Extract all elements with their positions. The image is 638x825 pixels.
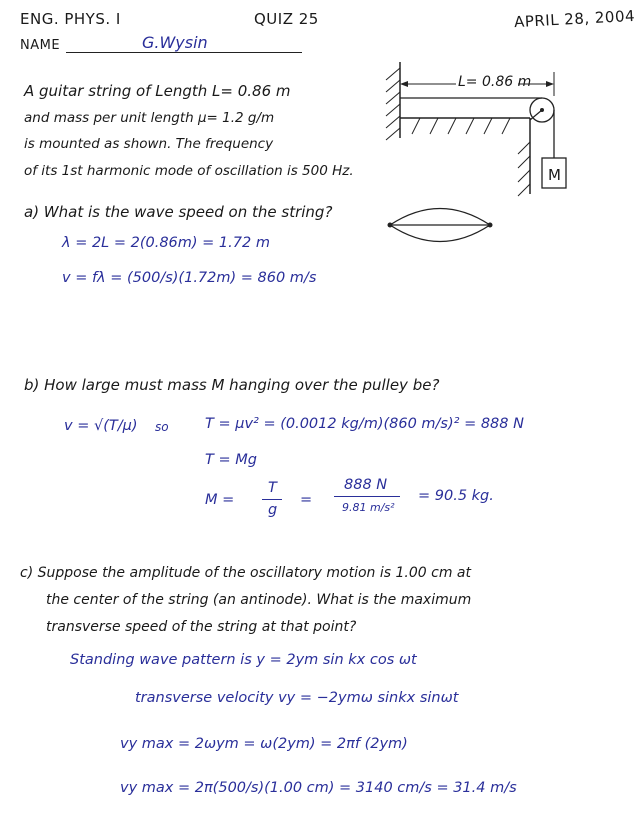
part-c-transverse-velocity: transverse velocity vy = −2ymω sinkx sinωt — [135, 690, 459, 706]
part-b-m-result: = 90.5 kg. — [418, 488, 494, 504]
part-b-m-bar — [334, 496, 400, 497]
part-b-speed-relation: v = √(T/μ) — [64, 418, 138, 434]
part-c-vmax-value: vy max = 2π(500/s)(1.00 cm) = 3140 cm/s = 31.4 m/s — [120, 780, 517, 796]
part-a-wavelength: λ = 2L = 2(0.86m) = 1.72 m — [62, 235, 270, 251]
part-b-tension: T = μv² = (0.0012 kg/m)(860 m/s)² = 888 N — [205, 416, 524, 432]
diagram-mass-label: M — [548, 166, 561, 184]
part-c-standing-wave: Standing wave pattern is y = 2ym sin kx cos ωt — [70, 652, 417, 668]
part-a-question: a) What is the wave speed on the string? — [24, 203, 333, 221]
problem-line-3: is mounted as shown. The frequency — [24, 136, 274, 152]
problem-line-2: and mass per unit length μ= 1.2 g/m — [24, 110, 275, 126]
standing-wave-sketch — [385, 200, 495, 250]
part-a-speed: v = fλ = (500/s)(1.72m) = 860 m/s — [62, 270, 317, 286]
part-b-m-denominator: 9.81 m/s² — [342, 501, 395, 514]
part-c-question-1: c) Suppose the amplitude of the oscillatory motion is 1.00 cm at — [20, 565, 471, 581]
problem-line-1: A guitar string of Length L= 0.86 m — [24, 82, 291, 100]
part-c-question-2: the center of the string (an antinode). What is the maximum — [46, 592, 472, 608]
part-b-question: b) How large must mass M hanging over the pulley be? — [24, 376, 440, 394]
part-b-so: so — [155, 420, 169, 434]
part-b-frac-denominator: g — [268, 502, 278, 518]
student-name: G.Wysin — [142, 33, 208, 52]
part-b-m-numerator: 888 N — [344, 477, 388, 493]
course-title: ENG. PHYS. I — [20, 10, 121, 28]
part-c-vmax-expr: vy max = 2ωym = ω(2ym) = 2πf (2ym) — [120, 736, 408, 752]
quiz-date: APRIL 28, 2004 — [513, 6, 636, 32]
part-b-frac-numerator: T — [268, 480, 277, 496]
name-underline — [66, 52, 302, 53]
problem-line-4: of its 1st harmonic mode of oscillation is 500 Hz. — [24, 163, 354, 179]
part-c-question-3: transverse speed of the string at that point? — [46, 619, 357, 635]
part-b-tension-mg: T = Mg — [205, 452, 257, 468]
part-b-eq-sign: = — [300, 492, 313, 508]
quiz-number: QUIZ 25 — [254, 10, 319, 28]
name-label: NAME — [20, 38, 61, 53]
part-b-m-lhs: M = — [205, 492, 235, 508]
diagram-length-label: L= 0.86 m — [458, 74, 532, 90]
part-b-frac-bar — [262, 499, 282, 500]
